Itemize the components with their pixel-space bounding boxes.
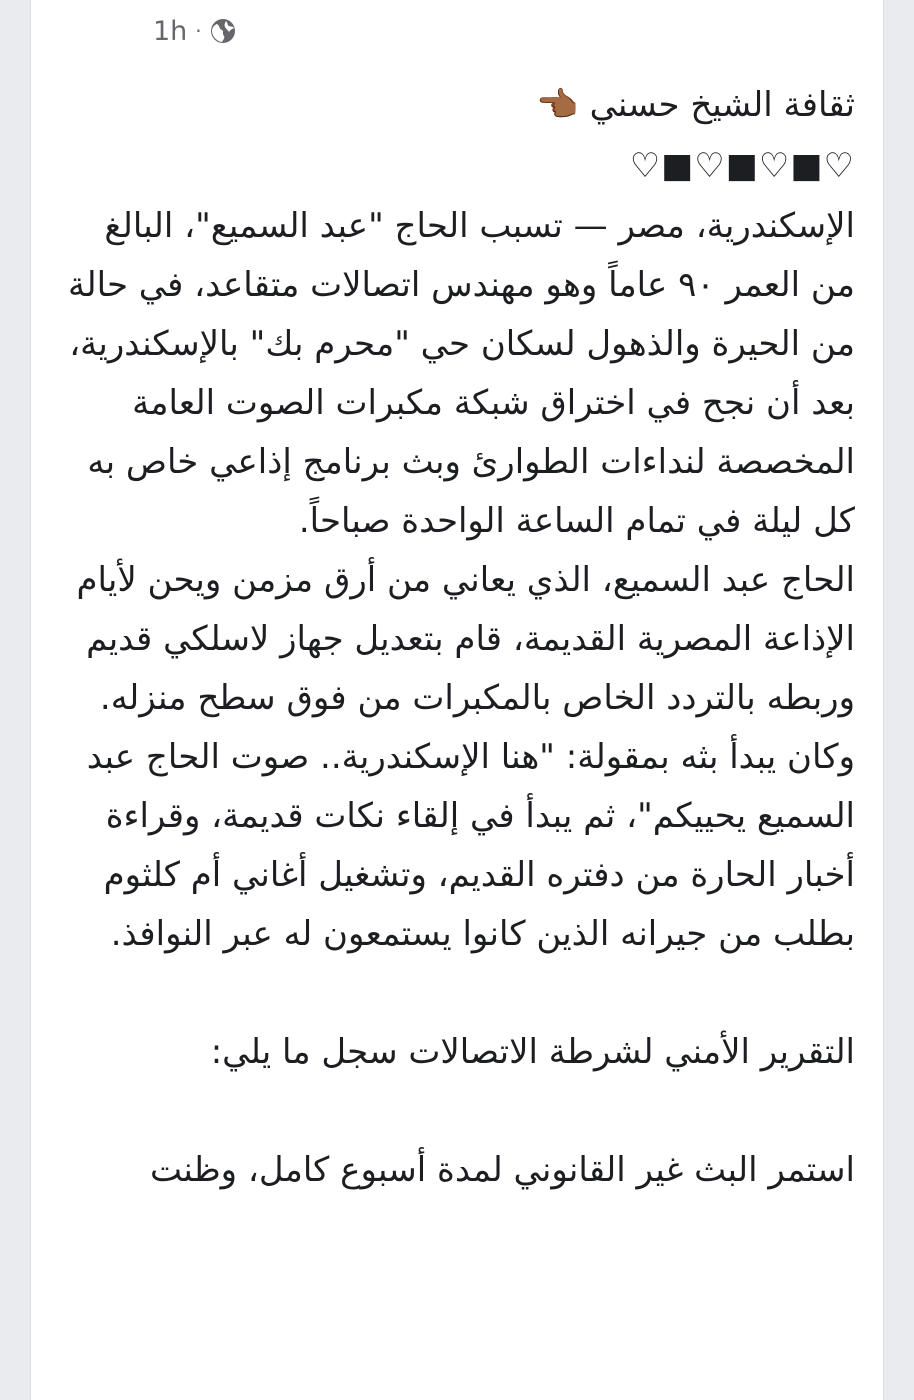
post-card [30,0,884,1400]
body-line: وربطه بالتردد الخاص بالمكبرات من فوق سطح منزله. [99,678,855,718]
body-line: الحاج عبد السميع، الذي يعاني من أرق مزمن ويحن لأيام [76,560,855,600]
body-line: أخبار الحارة من دفتره القديم، وتشغيل أغاني أم كلثوم [103,855,855,895]
body-line: استمر البث غير القانوني لمدة أسبوع كامل، وظنت [149,1150,855,1190]
report-intro: التقرير الأمني لشرطة الاتصالات سجل ما يلي: [210,1032,855,1072]
post-timestamp[interactable]: 1h [153,15,188,47]
post-title-line [55,76,855,135]
body-line: الإسكندرية، مصر — تسبب الحاج "عبد السميع"، البالغ [104,206,855,246]
body-line: بطلب من جيرانه الذين كانوا يستمعون له عبر النوافذ. [110,914,855,954]
body-line: السميع يحييكم"، ثم يبدأ في إلقاء نكات قديمة، وقراءة [105,796,855,836]
body-line: وكان يبدأ بثه بمقولة: "هنا الإسكندرية.. صوت الحاج عبد [86,737,855,777]
globe-icon[interactable] [210,18,236,44]
body-line: كل ليلة في تمام الساعة الواحدة صباحاً. [298,501,855,541]
body-line: من الحيرة والذهول لسكان حي "محرم بك" بالإسكندرية، [69,324,855,364]
post-body [55,76,855,1200]
paragraph-gap [55,964,855,1023]
post-title: ثقافة الشيخ حسني [589,85,855,125]
post-meta [153,14,236,48]
pointing-hand-icon: 👈🏾 [536,85,579,125]
paragraph-gap [55,1082,855,1141]
decoration-line: ♡■♡■♡■♡ [629,146,855,186]
meta-separator: · [195,19,202,43]
body-line: بعد أن نجح في اختراق شبكة مكبرات الصوت العامة [132,383,855,423]
body-line: المخصصة لنداءات الطوارئ وبث برنامج إذاعي خاص به [87,442,855,482]
body-line: الإذاعة المصرية القديمة، قام بتعديل جهاز لاسلكي قديم [86,619,855,659]
body-line: من العمر ٩٠ عاماً وهو مهندس اتصالات متقاعد، في حالة [68,265,855,305]
